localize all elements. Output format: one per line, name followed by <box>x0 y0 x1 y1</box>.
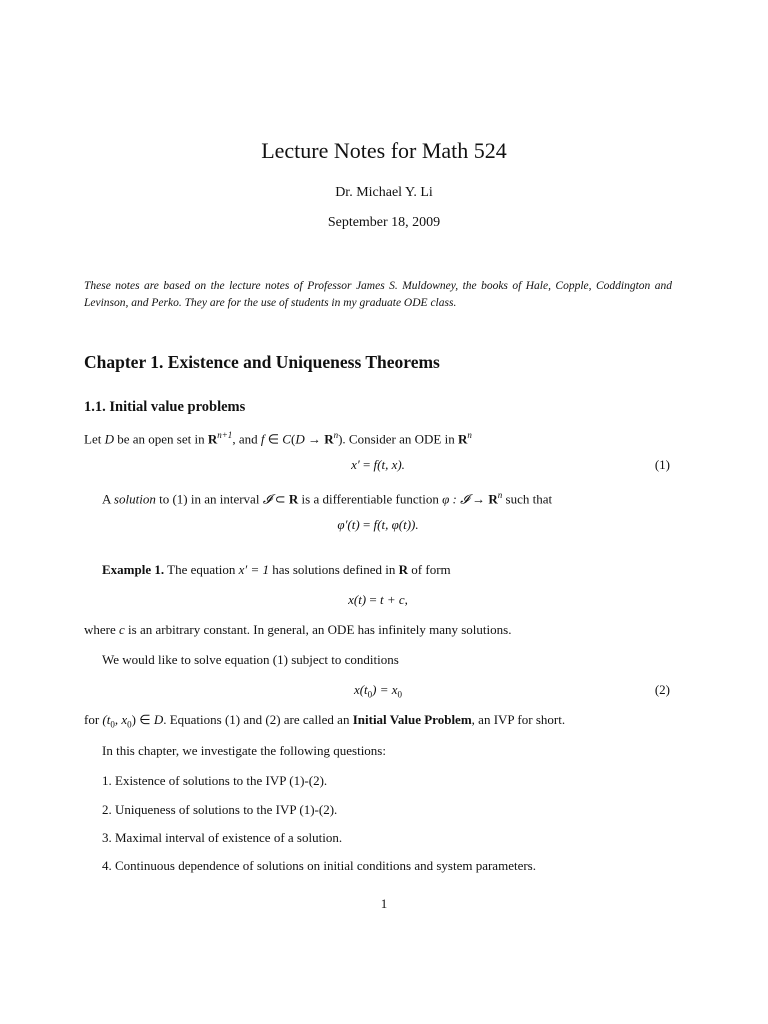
list-item: 1. Existence of solutions to the IVP (1)-(2). <box>102 773 328 788</box>
paragraph-solution-definition: A solution to (1) in an interval 𝓘 ⊂ R is a differentiable function φ : 𝓘 → $R^n$ such that <box>102 490 553 507</box>
equation-number-2: (2) <box>654 682 670 697</box>
equation-number-1: (1) <box>654 457 670 472</box>
paragraph-questions-intro: In this chapter, we investigate the following questions: <box>102 743 386 758</box>
chapter-heading: Chapter 1. Existence and Uniqueness Theorems <box>84 352 440 372</box>
document-date: September 18, 2009 <box>327 215 441 230</box>
paragraph-intro: Let D be an open set in $R^{n+1}$, and f ∈ $C(D \to R^n)$. Consider an ODE in $R^n$ <box>84 430 472 447</box>
equation-solution: x(t) = t + c, <box>348 592 408 607</box>
paragraph-conditions: We would like to solve equation (1) subject to conditions <box>102 652 399 667</box>
document-title: Lecture Notes for Math 524 <box>261 138 507 163</box>
paragraph-arbitrary-constant: where c is an arbitrary constant. In general, an ODE has infinitely many solutions. <box>84 622 512 637</box>
list-item: 4. Continuous dependence of solutions on initial conditions and system parameters. <box>102 858 536 873</box>
list-item: 2. Uniqueness of solutions to the IVP (1)-(2). <box>102 802 338 817</box>
equation-phi: φ′(t) = f(t, φ(t)). <box>337 517 419 532</box>
paragraph-ivp-definition: for ($t_0$, $x_0$) ∈ D. Equations (1) and (2) are called an Initial Value Problem, an IVP for short. <box>84 712 566 730</box>
page-number: 1 <box>380 896 388 911</box>
abstract-paragraph: These notes are based on the lecture notes of Professor James S. Muldowney, the books of Hale, Copple, Coddington and Levinson, and Perko. They are for the use of students in my graduate ODE class. <box>84 280 672 309</box>
list-item: 3. Maximal interval of existence of a solution. <box>102 830 343 845</box>
example-1: Example 1. The equation x′ = 1 has solutions defined in R of form <box>102 562 451 577</box>
author-name: Dr. Michael Y. Li <box>335 185 433 200</box>
section-heading: 1.1. Initial value problems <box>84 399 246 415</box>
equation-2: $x(t_0) = x_0$ <box>353 682 403 700</box>
equation-1: x′ = f(t, x). <box>351 457 405 472</box>
